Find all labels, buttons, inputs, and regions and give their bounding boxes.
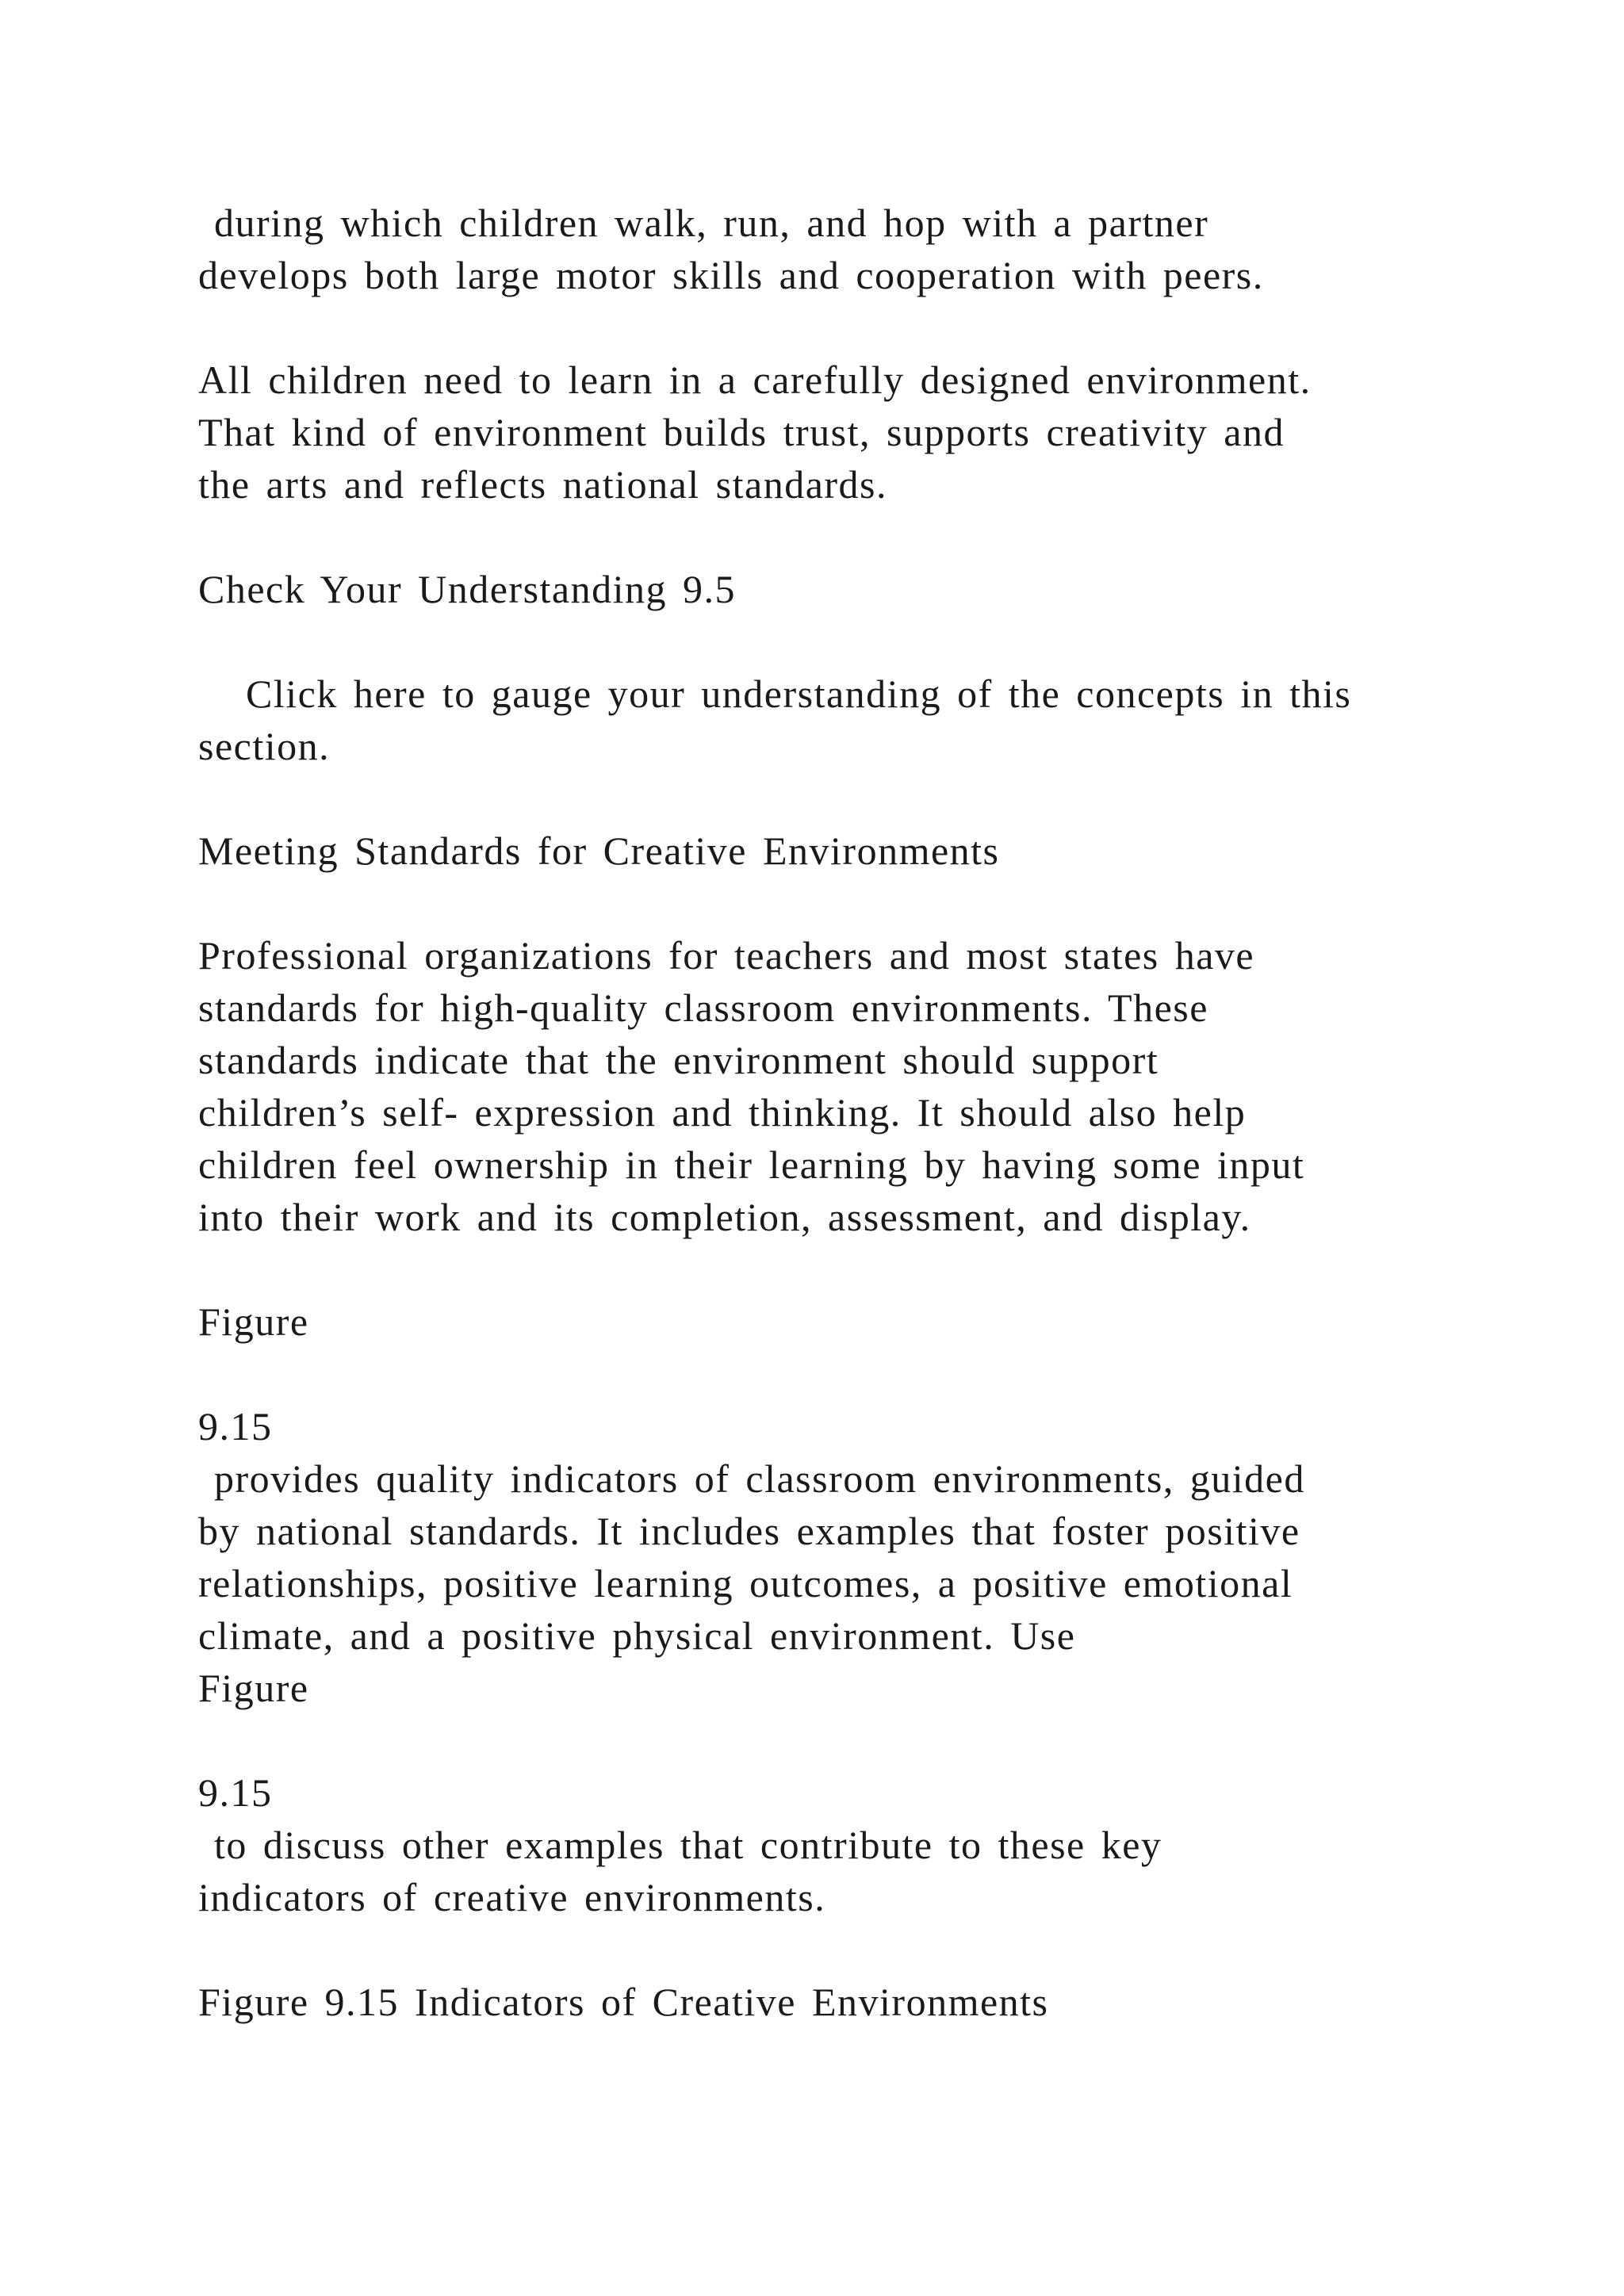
text-line: indicators of creative environments. bbox=[198, 1875, 826, 1919]
line-gap bbox=[198, 1714, 1546, 1766]
figure-word: Figure bbox=[198, 1666, 309, 1710]
text-line: develops both large motor skills and cooperation with peers. bbox=[198, 253, 1264, 297]
text-line: children feel ownership in their learning by having some input bbox=[198, 1142, 1305, 1187]
line-gap bbox=[198, 1348, 1546, 1400]
figure-number: 9.15 bbox=[198, 1404, 273, 1448]
document-body bbox=[198, 197, 1546, 2080]
text-line: All children need to learn in a carefully designed environment. bbox=[198, 358, 1312, 402]
link-text[interactable]: section. bbox=[198, 724, 331, 768]
figure-reference-block bbox=[198, 1295, 1546, 1923]
text-line: Professional organizations for teachers and most states have bbox=[198, 933, 1255, 978]
text-line: by national standards. It includes examples that foster positive bbox=[198, 1509, 1300, 1553]
figure-caption bbox=[198, 1976, 1546, 2028]
text-line: relationships, positive learning outcomes, a positive emotional bbox=[198, 1561, 1293, 1605]
text-line: climate, and a positive physical environment. Use bbox=[198, 1613, 1076, 1658]
check-understanding-heading bbox=[198, 563, 1546, 615]
text-line: into their work and its completion, assessment, and display. bbox=[198, 1195, 1251, 1239]
heading-text: Check Your Understanding 9.5 bbox=[198, 567, 737, 611]
link-text[interactable]: Click here to gauge your understanding of the concepts in this bbox=[198, 672, 1352, 716]
text-line: That kind of environment builds trust, supports creativity and bbox=[198, 410, 1285, 454]
text-line: during which children walk, run, and hop with a partner bbox=[198, 201, 1209, 245]
text-line: children’s self- expression and thinking. It should also help bbox=[198, 1090, 1247, 1135]
section-heading bbox=[198, 825, 1546, 877]
paragraph-standards bbox=[198, 929, 1546, 1243]
heading-text: Meeting Standards for Creative Environments bbox=[198, 828, 1000, 873]
text-line: to discuss other examples that contribute to these key bbox=[198, 1823, 1162, 1867]
text-line: standards for high-quality classroom environments. These bbox=[198, 985, 1208, 1030]
text-line: the arts and reflects national standards. bbox=[198, 462, 887, 507]
text-line: provides quality indicators of classroom environments, guided bbox=[198, 1456, 1305, 1501]
text-line: standards indicate that the environment should support bbox=[198, 1038, 1159, 1082]
paragraph-movement bbox=[198, 197, 1546, 301]
check-understanding-link[interactable] bbox=[198, 668, 1546, 772]
figure-number: 9.15 bbox=[198, 1770, 273, 1815]
paragraph-environment bbox=[198, 354, 1546, 511]
caption-text: Figure 9.15 Indicators of Creative Environments bbox=[198, 1980, 1049, 2024]
figure-word: Figure bbox=[198, 1299, 309, 1344]
